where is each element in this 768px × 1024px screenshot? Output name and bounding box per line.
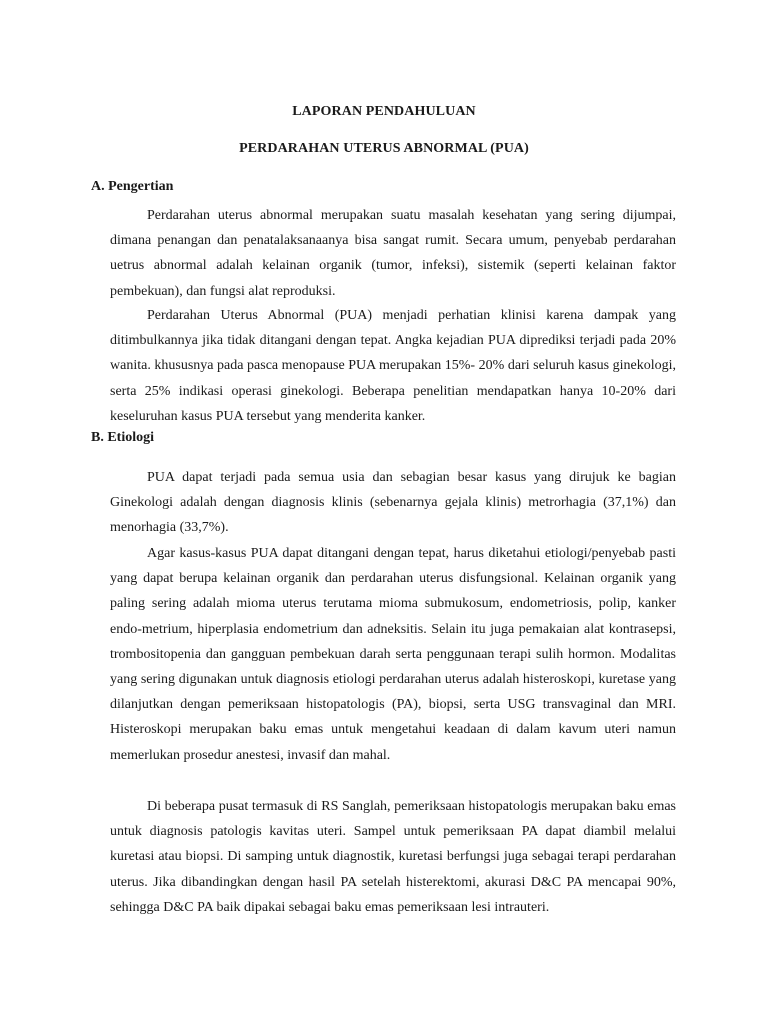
document-subtitle: PERDARAHAN UTERUS ABNORMAL (PUA) [239, 141, 529, 156]
section-heading-etiologi: B. Etiologi [91, 430, 155, 445]
paragraph: Di beberapa pusat termasuk di RS Sanglah, pemeriksaan histopatologis merupakan baku emas untuk diagnosis patologis kavitas uteri. Sampel untuk pemeriksaan PA dapat diambil melalui kuretasi atau biopsi. Di samping untuk diagnostik, kuretasi berfungsi juga sebagai terapi perdarahan uterus. Jika dibandingkan dengan hasil PA setelah histerektomi, akurasi D&C PA mencapai 90%, sehingga D&C PA baik dipakai sebagai baku emas pemeriksaan lesi intrauteri. [110, 799, 676, 915]
paragraph: Agar kasus-kasus PUA dapat ditangani dengan tepat, harus diketahui etiologi/penyebab pasti yang dapat berupa kelainan organik dan perdarahan uterus disfungsional. Kelainan organik yang paling sering adalah mioma uterus terutama mioma submukosum, endometriosis, polip, kanker endo-metrium, hiperplasia endometrium dan adneksitis. Selain itu juga pemakaian alat kontrasepsi, trombositopenia dan gangguan pembekuan darah serta penggunaan terapi sulih hormon. Modalitas yang sering digunakan untuk diagnosis etiologi perdarahan uterus adalah histeroskopi, kuretase yang dilanjutkan dengan pemeriksaan histopatologis (PA), biopsi, serta USG transvaginal dan MRI. Histeroskopi merupakan baku emas untuk mengetahui keadaan di dalam kavum uteri namun memerlukan prosedur anestesi, invasif dan mahal. [110, 546, 676, 763]
paragraph: PUA dapat terjadi pada semua usia dan sebagian besar kasus yang dirujuk ke bagian Ginekologi adalah dengan diagnosis klinis (sebenarnya gejala klinis) metrorhagia (37,1%) dan menorhagia (33,7%). [110, 470, 676, 536]
section-heading-pengertian: A. Pengertian [91, 179, 174, 194]
paragraph: Perdarahan uterus abnormal merupakan suatu masalah kesehatan yang sering dijumpai, dimana penangan dan penatalaksanaanya bisa sangat rumit. Secara umum, penyebab perdarahan uetrus abnormal adalah kelainan organik (tumor, infeksi), sistemik (seperti kelainan faktor pembekuan), dan fungsi alat reproduksi. [110, 208, 676, 299]
paragraph: Perdarahan Uterus Abnormal (PUA) menjadi perhatian klinisi karena dampak yang ditimbulkannya jika tidak ditangani dengan tepat. Angka kejadian PUA diprediksi terjadi pada 20% wanita. khususnya pada pasca menopause PUA merupakan 15%- 20% dari seluruh kasus ginekologi, serta 25% indikasi operasi ginekologi. Beberapa penelitian mendapatkan hanya 10-20% dari keseluruhan kasus PUA tersebut yang menderita kanker. [110, 308, 676, 424]
document-title: LAPORAN PENDAHULUAN [292, 104, 476, 119]
